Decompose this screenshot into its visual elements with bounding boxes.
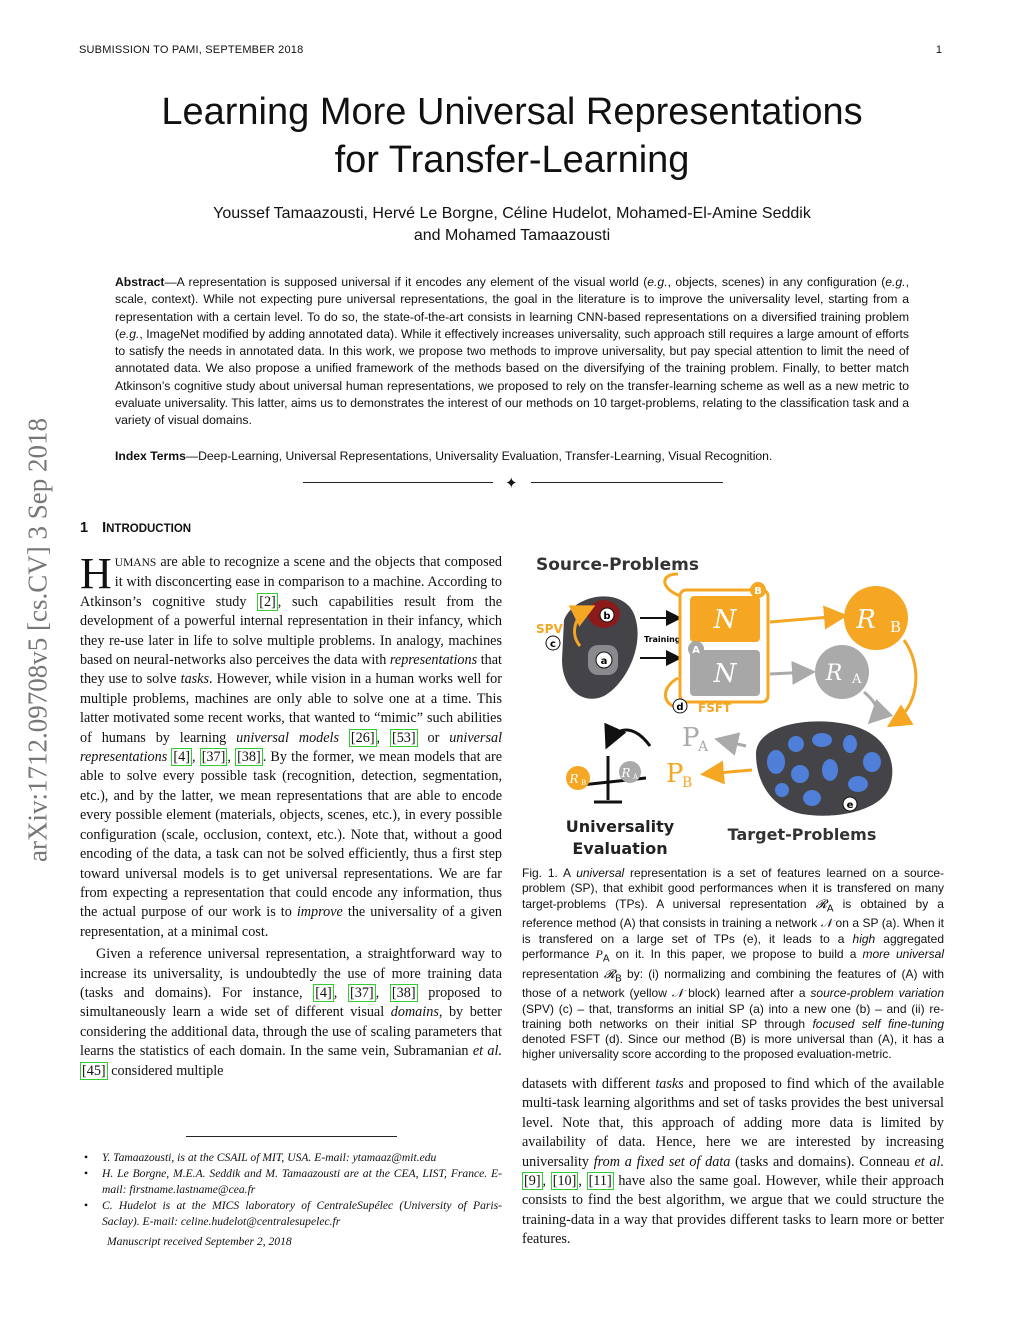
body-text: (tasks and domains). Conneau bbox=[730, 1153, 915, 1170]
body-text: the universality of a given representation, at a minimal cost. bbox=[80, 904, 502, 940]
caption-math-subscript: A bbox=[602, 953, 610, 965]
left-column bbox=[80, 549, 503, 1081]
rb-transfer-arrow bbox=[892, 640, 916, 724]
spv-label: SPV bbox=[536, 622, 563, 636]
caption-text: representation bbox=[522, 966, 604, 981]
target-problem-dot bbox=[788, 736, 804, 752]
pa-symbol: P bbox=[682, 723, 700, 753]
body-text: proposed to simultaneously learn a wide set of different visual bbox=[80, 984, 503, 1021]
emphasis: representations bbox=[389, 652, 478, 669]
target-problem-dot bbox=[843, 735, 857, 753]
body-text: , such capabilities result from the development of a powerful internal representation in their infancy, which they re-use later in life to solve multiple problems. In analogy, machines based on neural-networks also perceives the data with bbox=[80, 593, 502, 669]
badge-a-text: a bbox=[600, 656, 608, 667]
caption-text: (SPV) (c) – that, transforms an initial SP (a) into a new one (b) – and (ii) re-training both networks on their initial SP through bbox=[522, 1001, 944, 1031]
body-text: are able to recognize a scene and the objects that composed it with disconcerting ease in comparison to a machine. According to Atkinson’s cognitive study bbox=[80, 554, 502, 610]
caption-text: denoted FSFT (d). Since our method (B) is more universal than (A), it has a higher universality score according to the proposed evaluation-metric. bbox=[522, 1032, 944, 1062]
target-problem-dot bbox=[775, 783, 789, 797]
caption-math-subscript: A bbox=[826, 902, 834, 914]
ra-subscript: A bbox=[852, 672, 862, 687]
running-header: SUBMISSION TO PAMI, SEPTEMBER 2018 bbox=[79, 44, 304, 56]
dropcap: H bbox=[80, 549, 112, 598]
abstract bbox=[115, 274, 909, 430]
fsft-label: FSFT bbox=[698, 701, 732, 715]
arrow-to-rb bbox=[770, 616, 842, 622]
network-a-symbol: N bbox=[713, 659, 737, 689]
badge-A-text: A bbox=[692, 645, 700, 656]
badge-B-text: B bbox=[754, 586, 762, 597]
target-problems-label: Target-Problems bbox=[727, 825, 877, 844]
citation-link[interactable]: [53] bbox=[391, 729, 416, 746]
citation-link[interactable]: [38] bbox=[237, 749, 261, 766]
caption-math-symbol: 𝓡 bbox=[603, 966, 616, 981]
paper-title bbox=[0, 88, 1024, 184]
caption-emphasis: high bbox=[852, 931, 876, 946]
section-heading bbox=[80, 520, 191, 536]
source-problems-label: Source-Problems bbox=[536, 555, 699, 575]
body-text: or bbox=[417, 729, 450, 746]
target-problem-dot bbox=[791, 765, 809, 783]
citation-link[interactable]: [10] bbox=[552, 1173, 577, 1190]
caption-math-symbol: 𝓡 bbox=[815, 896, 827, 911]
section-number: 1 bbox=[80, 520, 89, 536]
ra-transfer-arrow bbox=[864, 692, 877, 720]
body-text: datasets with different bbox=[522, 1076, 656, 1092]
figure-1-diagram bbox=[520, 548, 924, 866]
citation-link[interactable]: [38] bbox=[391, 984, 416, 1001]
authors-line-1: Youssef Tamaazousti, Hervé Le Borgne, Céline Hudelot, Mohamed-El-Amine Seddik bbox=[213, 205, 811, 222]
authors-line-2: and Mohamed Tamaazousti bbox=[413, 227, 611, 244]
pb-subscript: B bbox=[682, 775, 693, 791]
footnotes bbox=[82, 1150, 502, 1230]
caption-text: block) learned after a bbox=[683, 986, 811, 1001]
target-problem-dot bbox=[822, 759, 838, 781]
index-terms-text: —Deep-Learning, Universal Representations, Universality Evaluation, Transfer-Learning, Visual Recognition. bbox=[185, 449, 773, 463]
divider-diamond-icon: ✦ bbox=[505, 476, 518, 492]
section-title-rest: NTRODUCTION bbox=[106, 523, 192, 535]
rb-subscript: B bbox=[890, 618, 902, 636]
smallcaps-word: UMANS bbox=[114, 557, 157, 569]
target-problem-dot bbox=[863, 752, 881, 772]
network-b-symbol: N bbox=[713, 605, 737, 635]
citation-link[interactable]: [4] bbox=[173, 749, 190, 766]
footnote-item: • H. Le Borgne, M.E.A. Seddik and M. Tamaazousti are at the CEA, LIST, France. E-mail: firstname.lastname@cea.fr bbox=[82, 1166, 502, 1198]
body-text: that they use to solve bbox=[80, 652, 502, 688]
pb-arrow bbox=[706, 770, 752, 774]
rb-symbol: R bbox=[856, 605, 876, 635]
caption-math-symbol: 𝒩 bbox=[820, 916, 833, 931]
badge-b-text: b bbox=[603, 611, 611, 622]
emphasis: et al. bbox=[472, 1043, 502, 1060]
caption-emphasis: more universal bbox=[862, 946, 945, 961]
citation-link[interactable]: [2] bbox=[259, 593, 276, 610]
caption-label: Fig. 1. bbox=[522, 866, 558, 880]
intro-paragraph-2: Given a reference universal representation, a straightforward way to increase its universality, is undoubtedly the use of more training data (tasks and domains). For instance, [4] , [37] , [38] proposed to simultaneously learn a wide set of different visual domains, by better considering the additional data, through the use of scaling parameters that learns the statistics of each domain. In the same vein, Subramanian et al. [45] considered multiple bbox=[80, 946, 503, 1079]
arrow-to-ra bbox=[770, 672, 810, 674]
abstract-text: , scale, context). While not expecting pure universal representations, the goal in the literature is to improve the universality level, starting from a representation with a certain level. To do so, the state-of-the-art consists in learning CNN-based representations on a diversified training problem ( bbox=[115, 275, 909, 341]
abstract-text: , ImageNet modified by adding annotated data). While it effectively increases universality, such approach still requires a large amount of efforts to satisfy the needs in annotated data. In this work, we propose two methods to improve universality, but pay special attention to limit the need of annotated data. We also propose a unified framework of the methods based on the diversifying of the training problem. Finally, to better match Atkinson’s cognitive study about universal human representations, we proposed to rely on the transfer-learning scheme as well as a new metric to evaluate universality. This latter, aims us to demonstrates the interest of our methods on 10 target-problems, relating to the classification task and a variety of visual domains. bbox=[115, 326, 909, 428]
caption-text: by: (i) normalizing and combining the features of (A) with those of a network (yellow bbox=[522, 966, 944, 1001]
citation-link[interactable]: [9] bbox=[524, 1173, 541, 1190]
abstract-text: —A representation is supposed universal if it encodes any element of the visual world ( bbox=[164, 275, 648, 289]
caption-text: is obtained by a reference method (A) that consists in training a network bbox=[522, 896, 944, 931]
caption-emphasis: focused self fine-tuning bbox=[812, 1016, 944, 1031]
training-label: Training bbox=[644, 635, 681, 644]
caption-text: on a SP (a). When it is transfered on a large set of TPs (e), it leads to a bbox=[522, 916, 944, 946]
body-text: , by better considering the additional data, through the use of scaling parameters that learns the statistics of each domain. In the same vein, Subramanian bbox=[80, 1004, 503, 1060]
caption-emphasis: source-problem variation bbox=[810, 986, 944, 1001]
index-terms-label: Index Terms bbox=[115, 449, 186, 463]
body-text: and proposed to find which of the available multi-task learning algorithms and set of tasks provides the best universal level. Note that, this approach of adding more data is limited by availability of data. Hence, here we are interested by increasing universality bbox=[522, 1076, 944, 1170]
body-text: Given a reference universal representation, a straightforward way to increase its universality, is undoubtedly the use of more training data (tasks and domains). For instance, bbox=[80, 946, 502, 1001]
abstract-label: Abstract bbox=[115, 275, 165, 289]
citation-link[interactable]: [37] bbox=[350, 984, 374, 1001]
title-line-1: Learning More Universal Representations bbox=[161, 91, 863, 133]
title-line-2: for Transfer-Learning bbox=[334, 139, 690, 181]
figure-caption bbox=[522, 866, 944, 1063]
emphasis: from a fixed set of data bbox=[593, 1153, 731, 1170]
author-list bbox=[0, 203, 1024, 247]
abstract-eg: e.g. bbox=[647, 275, 668, 289]
pa-subscript: A bbox=[698, 739, 709, 755]
index-terms bbox=[115, 448, 909, 465]
citation-link[interactable]: [4] bbox=[315, 984, 332, 1001]
right-column: datasets with different tasks and proposed to find which of the available multi-task learning algorithms and set of tasks provides the best universal level. Note that, this approach of adding more data is limited by availability of data. Hence, here we are interested by increasing universality from a fixed set of data (tasks and domains). Conneau et al. [9] , [10] , [11] have also the same goal. However, while their approach consists to find the best algorithm, we argue that we could structure the training-data in a way that provides different tasks to learn more or better features. bbox=[522, 1076, 945, 1248]
pa-arrow bbox=[720, 740, 746, 746]
page-number: 1 bbox=[935, 44, 942, 56]
emphasis: et al. bbox=[914, 1153, 945, 1170]
footnote-item: • C. Hudelot is at the MICS laboratory of CentraleSupélec (University of Paris-Saclay). E-mail: celine.hudelot@centralesupelec.fr bbox=[82, 1198, 502, 1230]
section-title-initial: I bbox=[102, 520, 107, 536]
emphasis: domains bbox=[390, 1004, 439, 1021]
target-problem-dot bbox=[848, 776, 868, 792]
caption-math-subscript: B bbox=[615, 972, 622, 984]
target-problem-dot bbox=[812, 733, 832, 747]
scale-ra-symbol: R bbox=[621, 766, 631, 780]
target-problem-dot bbox=[767, 750, 785, 774]
emphasis: tasks bbox=[180, 671, 209, 688]
ra-symbol: R bbox=[825, 661, 843, 686]
body-text: considered multiple bbox=[107, 1062, 224, 1079]
pb-symbol: P bbox=[666, 759, 684, 789]
scale-ra-subscript: A bbox=[633, 773, 639, 781]
evaluation-arrow bbox=[608, 730, 650, 746]
target-problem-dot bbox=[803, 790, 821, 806]
emphasis: universal models bbox=[236, 729, 340, 746]
abstract-eg: e.g. bbox=[885, 275, 906, 289]
citation-link[interactable]: [11] bbox=[588, 1173, 612, 1190]
footnote-item: • Y. Tamaazousti, is at the CSAIL of MIT, USA. E-mail: ytamaaz@mit.edu bbox=[82, 1150, 502, 1166]
universality-evaluation-line-1: Universality bbox=[565, 817, 675, 836]
caption-text: representation is a set of features learned on a source-problem (SP), that exhibit good performances when it is transfered on many target-problems (TPs). A universal representation bbox=[522, 866, 944, 911]
caption-text: on it. In this paper, we propose to build a bbox=[609, 946, 863, 961]
footnote-rule bbox=[186, 1136, 397, 1137]
divider-line-left bbox=[303, 482, 493, 483]
badge-e-text: e bbox=[846, 800, 854, 811]
fsft-loop-top bbox=[665, 574, 680, 596]
scale-rb-symbol: R bbox=[569, 772, 579, 786]
emphasis: universal representations bbox=[80, 729, 503, 766]
universality-evaluation-line-2: Evaluation bbox=[572, 839, 668, 858]
caption-text: aggregated performance bbox=[522, 931, 944, 961]
citation-link[interactable]: [26] bbox=[350, 729, 375, 746]
caption-math-symbol: 𝒩 bbox=[671, 986, 684, 1001]
emphasis: tasks bbox=[655, 1076, 684, 1092]
arxiv-id: arXiv:1712.09708v5 [cs.CV] 3 Sep 2018 bbox=[22, 418, 53, 862]
divider-line-right bbox=[531, 482, 723, 483]
received-note: Manuscript received September 2, 2018 bbox=[107, 1235, 292, 1248]
abstract-eg: e.g. bbox=[119, 326, 140, 341]
body-text: . By the former, we mean models that are able to solve every possible task (recognition, detection, segmentation, etc.), and by the latter, we mean representations that are able to encode every possible element (materials, objects, scenes, etc.), in every possible configuration (scale, occlusion, context, etc.). Note that, without a good encoding of the data, a task can not be solved efficiently, thus a first step toward universal models is to get universal representations. We are far from expecting a representation that could encode any information, thus the actual purpose of our work is to bbox=[80, 749, 503, 921]
abstract-text: , objects, scenes) in any configuration ( bbox=[667, 275, 886, 289]
badge-d-text: d bbox=[676, 702, 684, 713]
arxiv-stamp bbox=[8, 345, 68, 935]
section-divider bbox=[303, 472, 723, 492]
caption-math-symbol: P bbox=[595, 946, 603, 961]
citation-link[interactable]: [45] bbox=[82, 1062, 106, 1079]
caption-emphasis: universal bbox=[576, 866, 625, 880]
badge-c-text: c bbox=[550, 639, 556, 650]
scale-rb-subscript: B bbox=[581, 779, 587, 787]
citation-link[interactable]: [37] bbox=[201, 749, 226, 766]
intro-paragraph-1: HUMANS are able to recognize a scene and the objects that composed it with disconcerting ease in comparison to a machine. According to Atkinson’s cognitive study [2] , such capabilities result from the development of a powerful internal representation in their infancy, which they re-use later in life to solve multiple problems. In analogy, machines based on neural-networks also perceives the data with representations that they use to solve tasks. However, while vision in a human works well for multiple problems, machines are only able to solve one at a time. This latter motivated some recent works, that wanted to “mimic” such abilities of humans by learning universal models [26] , [53] or universal representations [4] , [37] , [38] . By the former, we mean models that are able to solve every possible task (recognition, detection, segmentation, etc.), and by the latter, we mean representations that are able to encode every possible element (materials, objects, scenes, etc.), in every possible configuration (scale, occlusion, context, etc.). Note that, without a good encoding of the data, a task can not be solved efficiently, thus a first step toward universal models is to get universal representations. We are far from expecting a representation that could encode any information, thus the actual purpose of our work is to improve the universality of a given representation, at a minimal cost. bbox=[80, 549, 503, 940]
body-text: . However, while vision in a human works well for multiple problems, machines are only able to solve one at a time. This latter motivated some recent works, that wanted to “mimic” such abilities of humans by learning bbox=[80, 671, 502, 746]
caption-text: A bbox=[557, 866, 577, 880]
body-text: have also the same goal. However, while their approach consists to find the best algorithm, we argue that we could structure the training-data in a way that provides different tasks to learn more or better features. bbox=[522, 1173, 945, 1248]
emphasis: improve bbox=[296, 904, 343, 921]
